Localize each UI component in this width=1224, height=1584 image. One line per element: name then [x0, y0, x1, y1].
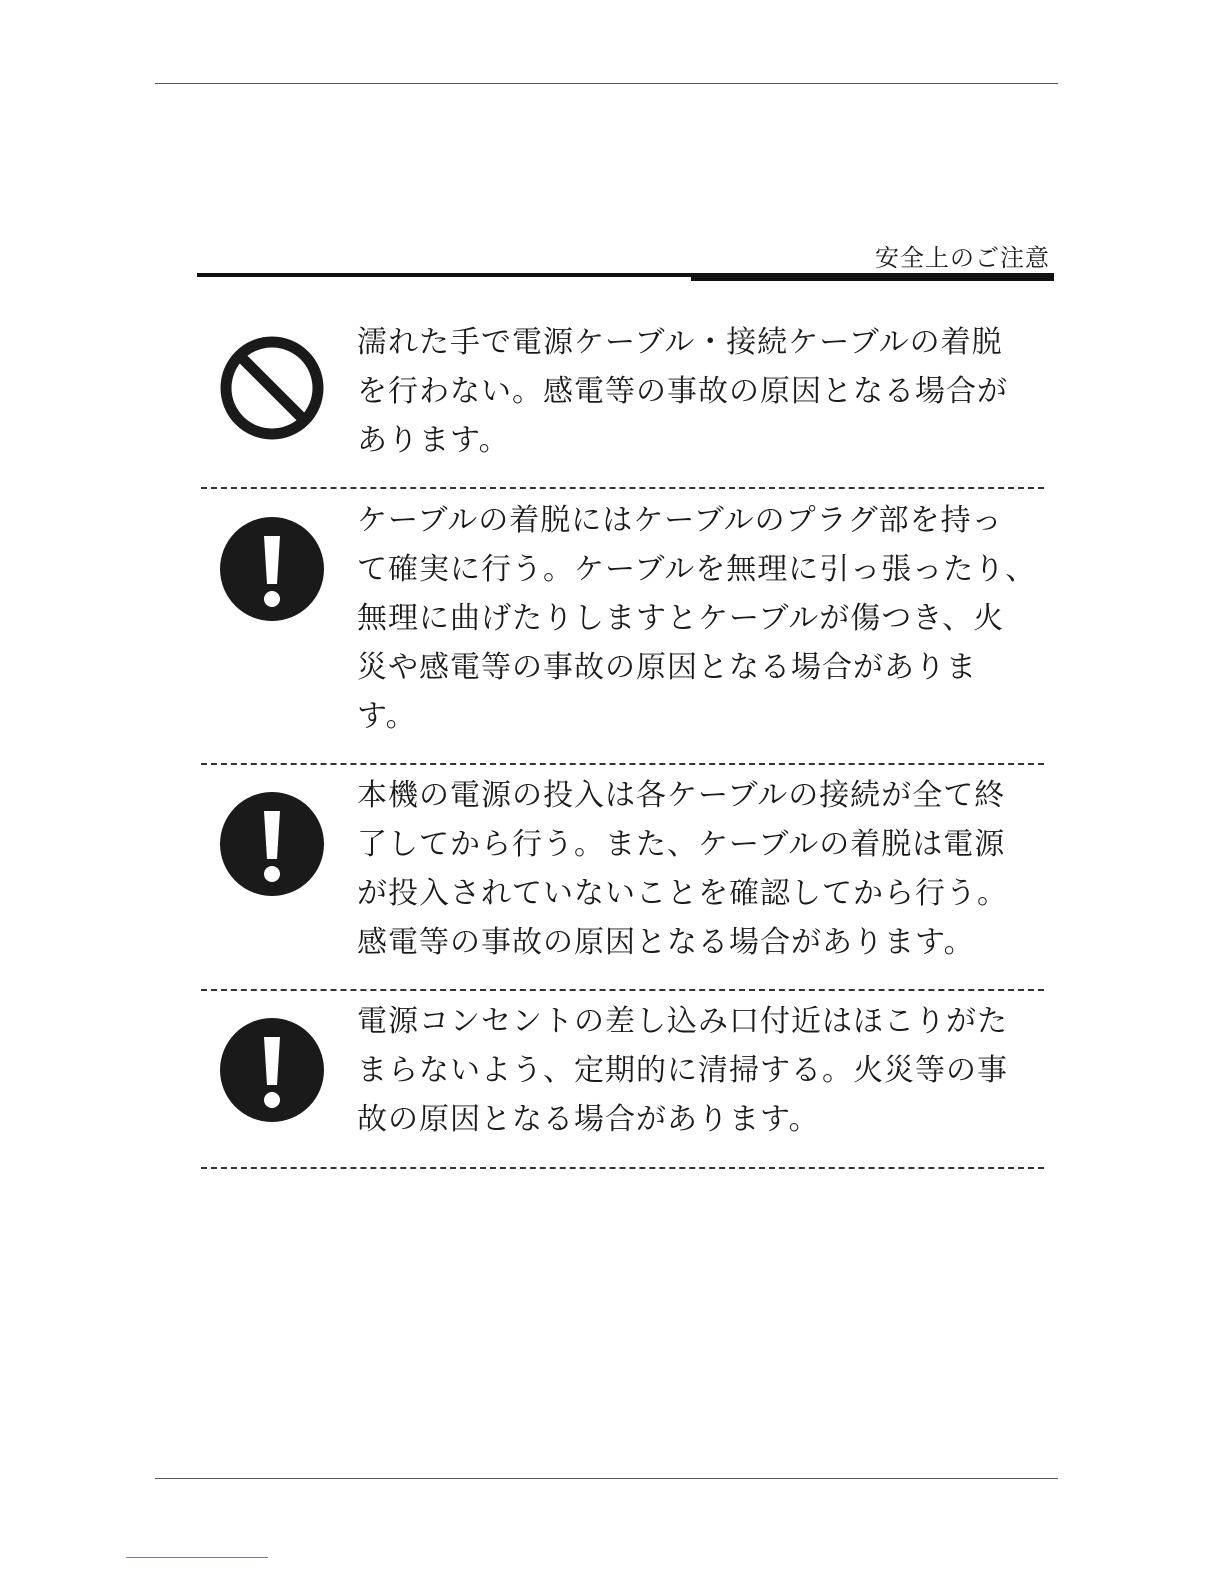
header-rule-thick — [691, 273, 1054, 281]
page-top-rule — [155, 83, 1058, 84]
notice-text: 濡れた手で電源ケーブル・接続ケーブルの着脱 を行わない。感電等の事故の原因となる場合が あります。 — [357, 325, 1008, 458]
notice-text: ケーブルの着脱にはケーブルのプラグ部を持っ て確実に行う。ケーブルを無理に引っ張ったり、 無理に曲げたりしますとケーブルが傷つき、火 災や感電等の事故の原因となる場合がありま す。 — [357, 503, 1037, 734]
page-bottom-rule — [155, 1478, 1058, 1479]
notice-divider — [201, 989, 1044, 991]
section-title: 安全上のご注意 — [875, 244, 1050, 272]
exclamation-icon — [219, 516, 325, 622]
section-header — [197, 236, 1054, 284]
header-rule-thin — [197, 273, 691, 277]
footnote-rule — [126, 1557, 268, 1558]
exclamation-icon — [219, 791, 325, 897]
notice-divider — [201, 1167, 1044, 1169]
prohibition-icon — [219, 335, 325, 441]
notice-text: 電源コンセントの差し込み口付近はほこりがた まらないよう、定期的に清掃する。火災等の事 故の原因となる場合があります。 — [357, 1004, 1008, 1137]
notice-divider — [201, 763, 1044, 765]
notice-divider — [201, 487, 1044, 489]
exclamation-icon — [219, 1017, 325, 1123]
notice-text: 本機の電源の投入は各ケーブルの接続が全て終 了してから行う。また、ケーブルの着脱は電源 が投入されていないことを確認してから行う。 感電等の事故の原因となる場合があります。 — [357, 778, 1008, 960]
